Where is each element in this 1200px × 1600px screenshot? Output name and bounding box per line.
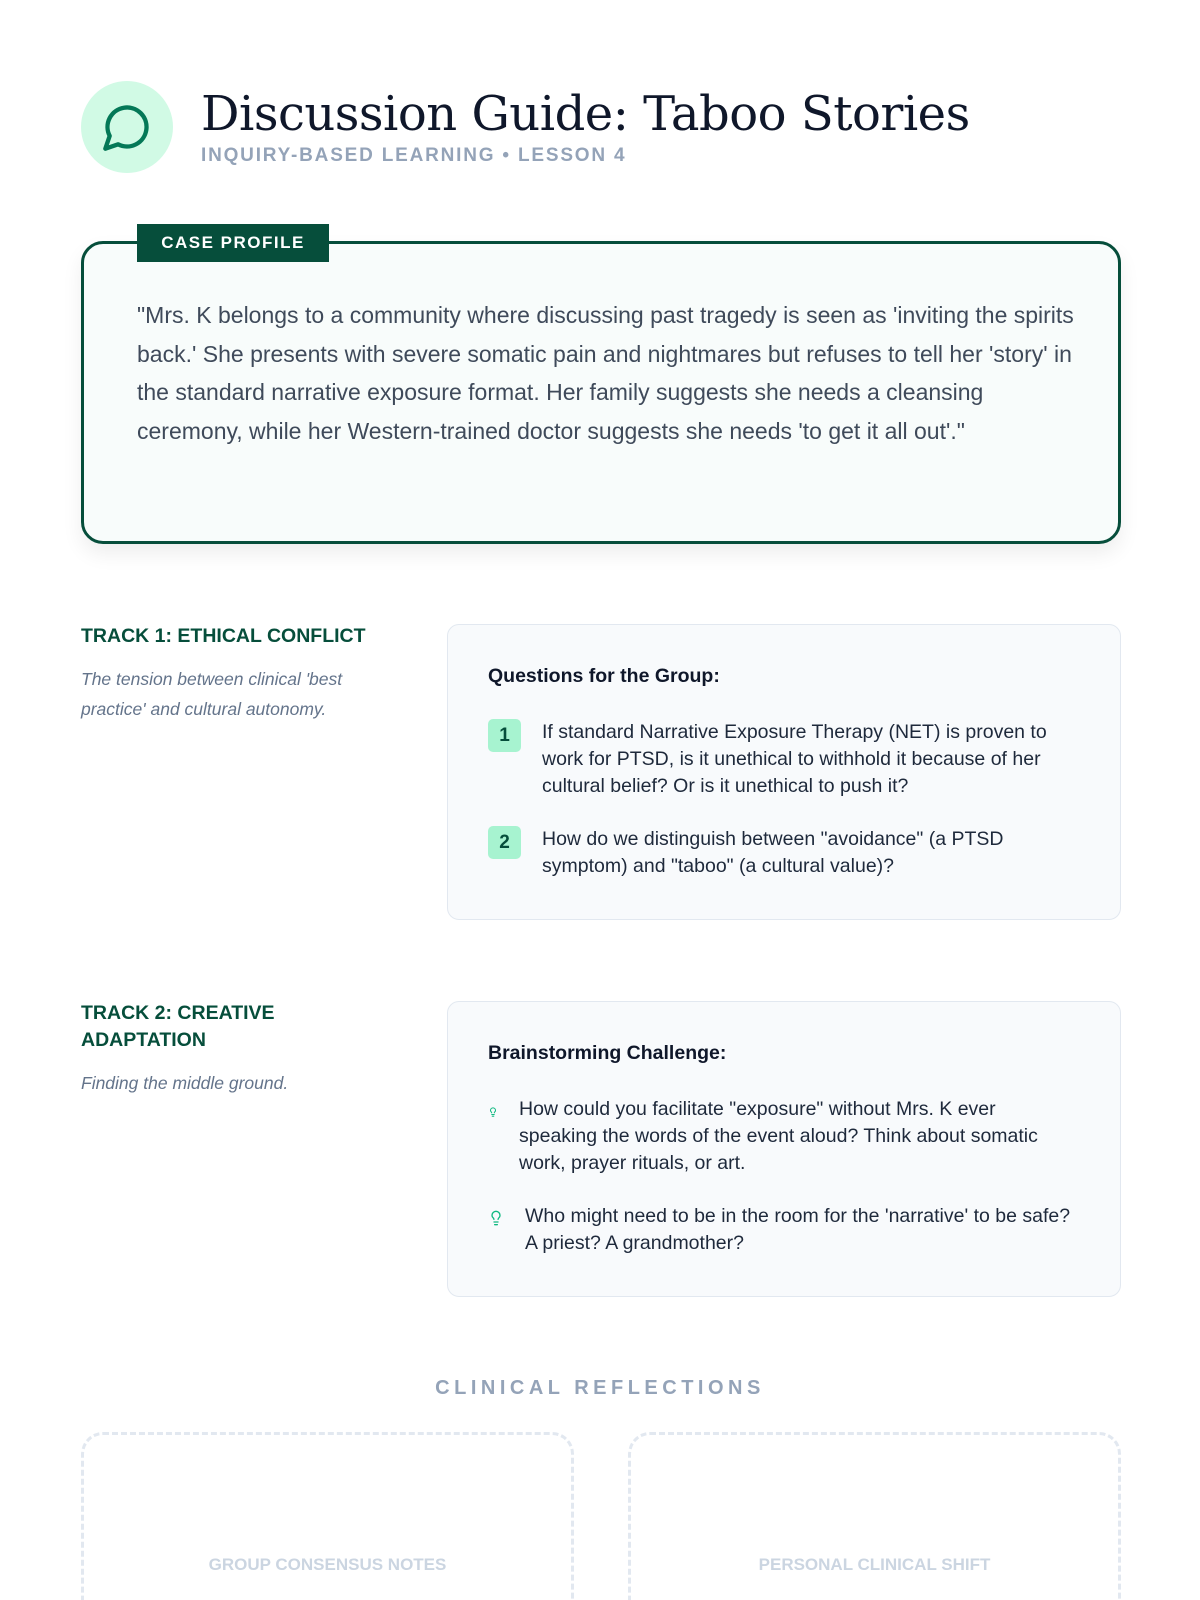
page-header [81, 81, 1121, 173]
message-circle-icon [101, 101, 153, 153]
lightbulb-icon [488, 1105, 498, 1119]
brainstorm-text: Who might need to be in the room for the 'narrative' to be safe? A priest? A grandmother? [525, 1205, 1071, 1254]
page-subtitle: INQUIRY-BASED LEARNING • LESSON 4 [201, 145, 627, 166]
page-title: Discussion Guide: Taboo Stories [201, 86, 970, 142]
track-2-title: TRACK 2: CREATIVE ADAPTATION [81, 1002, 275, 1051]
personal-clinical-shift-box[interactable] [628, 1432, 1121, 1600]
question-number-badge: 1 [488, 719, 521, 752]
reflection-box-label: GROUP CONSENSUS NOTES [208, 1555, 447, 1574]
group-consensus-notes-box[interactable] [81, 1432, 574, 1600]
track-2-label [81, 1000, 341, 1098]
brainstorm-text: How could you facilitate "exposure" without Mrs. K ever speaking the words of the event aloud? Think about somatic work, prayer rituals, or art. [519, 1098, 1038, 1174]
question-text: If standard Narrative Exposure Therapy (NET) is proven to work for PTSD, is it unethical to withhold it because of her cultural belief? Or is it unethical to push it? [542, 721, 1047, 797]
track-1-title: TRACK 1: ETHICAL CONFLICT [81, 625, 366, 647]
reflection-box-label: PERSONAL CLINICAL SHIFT [758, 1555, 991, 1574]
track-2-description: Finding the middle ground. [81, 1073, 289, 1093]
reflections-title: CLINICAL REFLECTIONS [435, 1377, 765, 1399]
track-2-card-heading: Brainstorming Challenge: [488, 1042, 727, 1064]
track-1-card-heading: Questions for the Group: [488, 665, 720, 687]
lightbulb-icon [488, 1208, 504, 1228]
question-number-badge: 2 [488, 826, 521, 859]
track-1-label [81, 623, 401, 724]
case-profile-tag: CASE PROFILE [137, 224, 329, 262]
case-profile-text: "Mrs. K belongs to a community where discussing past tragedy is seen as 'inviting the spirits back.' She presents with severe somatic pain and nightmares but refuses to tell her 'story' in the standard narrative exposure format. Her family suggests she needs a cleansing ceremony, while her Western-trained doctor suggests she needs 'to get it all out'." [137, 302, 1074, 444]
track-1-description: The tension between clinical 'best practice' and cultural autonomy. [81, 669, 343, 719]
track-2-card [447, 1001, 1121, 1297]
logo-badge [81, 81, 173, 173]
track-1-card [447, 624, 1121, 920]
question-text: How do we distinguish between "avoidance" (a PTSD symptom) and "taboo" (a cultural value)? [542, 828, 1004, 877]
